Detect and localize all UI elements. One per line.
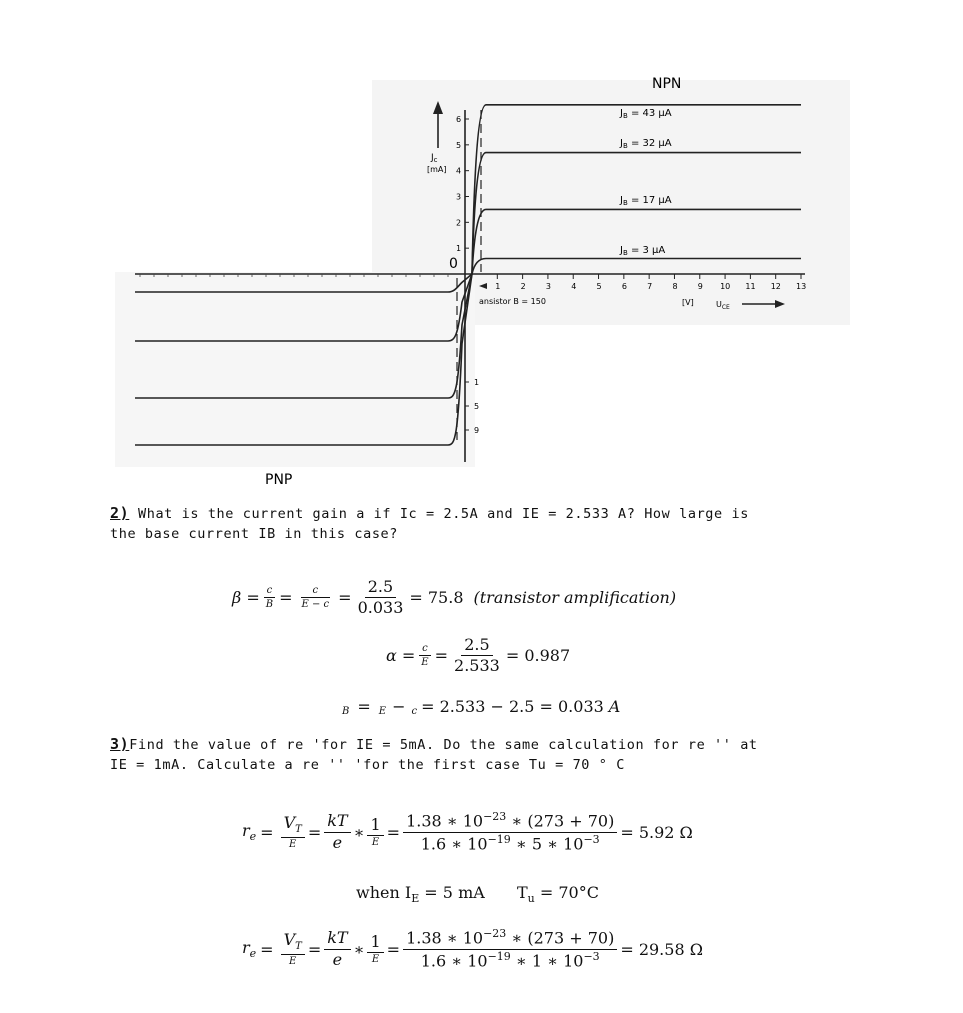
equals-sign: = xyxy=(260,822,274,842)
equals-sign: = xyxy=(260,939,274,959)
question-2-line-2: the base current IB in this case? xyxy=(110,526,399,542)
re-result-2: = 29.58 Ω xyxy=(620,939,703,959)
ib-equation xyxy=(342,697,620,716)
ib-unit: A xyxy=(608,697,621,716)
x-tick-label: 4 xyxy=(571,282,577,291)
x-tick-label: 11 xyxy=(745,282,756,291)
question-3-line-1 xyxy=(110,734,758,755)
kt-fraction: $\frac{kT}{e}$ xyxy=(324,929,350,969)
equals-sign: = xyxy=(357,697,371,716)
x-tick-label: 12 xyxy=(770,282,781,291)
x-tick-label: 8 xyxy=(672,282,678,291)
re-equation-2 xyxy=(242,928,703,970)
neg-y-tick-label: 9 xyxy=(474,426,480,435)
one-over-ie-fraction: $\frac{1}{E}$ xyxy=(367,933,383,966)
x-tick-label: 13 xyxy=(796,282,807,291)
question-3-number: 3) xyxy=(110,735,130,753)
y-axis-label: $J_c$ xyxy=(431,153,438,164)
beta-lhs: β = xyxy=(232,588,260,608)
numeric-fraction-2: $\frac{1.38 ∗ 10^{-23} ∗ (273 + 70)}{1.6 ∗ 10^{-19} ∗ 1 ∗ 10^{-3}}$ xyxy=(403,928,617,970)
beta-result: = 75.8 xyxy=(409,588,464,608)
x-tick-label: 6 xyxy=(621,282,627,291)
pnp-label: PNP xyxy=(265,472,293,488)
x-tick-label: 7 xyxy=(647,282,653,291)
multiply-sign: ∗ xyxy=(353,939,365,959)
ic-term: c xyxy=(411,706,418,717)
ib-result: = 2.533 − 2.5 = 0.033 xyxy=(421,697,604,716)
x-tick-label: 3 xyxy=(545,282,552,291)
ie-term: E xyxy=(378,706,387,717)
re-equation-1 xyxy=(242,811,693,853)
kt-fraction: $\frac{kT}{e}$ xyxy=(324,812,350,852)
minus-sign: − xyxy=(392,697,406,716)
question-2 xyxy=(110,503,749,544)
y-tick-label: 5 xyxy=(456,140,462,150)
equals-sign: = xyxy=(434,646,449,666)
neg-y-tick-label: 5 xyxy=(474,402,480,411)
origin-label: 0 xyxy=(449,256,458,272)
equals-sign: = xyxy=(279,588,293,608)
re-lhs: $r_e$ xyxy=(242,938,257,961)
re-lhs: $r_e$ xyxy=(242,821,257,844)
transistor-note: ansistor B = 150 xyxy=(479,297,546,306)
question-3 xyxy=(110,734,758,775)
question-2-line-1 xyxy=(110,503,749,524)
x-tick-label: 5 xyxy=(596,282,602,291)
one-over-ie-fraction: $\frac{1}{E}$ xyxy=(367,816,383,849)
equals-sign: = xyxy=(307,822,322,842)
re-result-1: = 5.92 Ω xyxy=(620,822,693,842)
chart-svg xyxy=(0,0,963,495)
characteristic-chart xyxy=(0,0,963,495)
y-tick-label: 1 xyxy=(456,244,462,254)
y-tick-label: 2 xyxy=(456,218,462,228)
x-tick-label: 9 xyxy=(697,282,703,291)
beta-equation xyxy=(232,578,676,618)
multiply-sign: ∗ xyxy=(353,822,365,842)
curve-label: $J_B = 17$ μA xyxy=(620,195,672,207)
ib-lhs: B xyxy=(342,706,350,717)
vt-fraction: $\frac{V_T}{E}$ xyxy=(281,814,305,850)
question-3-line-2: IE = 1mA. Calculate a re '' 'for the first case Tu = 70 ° C xyxy=(110,757,625,773)
y-tick-label: 4 xyxy=(456,166,462,176)
x-tick-label: 10 xyxy=(720,282,731,291)
x-axis-label: $U_{CE}$ xyxy=(716,300,730,311)
beta-fraction-2: $\frac{c}{E - c}$ xyxy=(301,584,330,611)
alpha-fraction-1: $\frac{c}{E}$ xyxy=(418,643,431,669)
alpha-equation xyxy=(386,636,570,676)
x-tick-label: 2 xyxy=(520,282,526,291)
vt-fraction: $\frac{V_T}{E}$ xyxy=(281,931,305,967)
y-tick-label: 3 xyxy=(456,192,462,202)
alpha-fraction-2: $\frac{2.5}{2.533}$ xyxy=(454,635,500,676)
neg-y-tick-label: 1 xyxy=(474,378,480,387)
x-tick-label: 1 xyxy=(495,282,501,291)
equals-sign: = xyxy=(386,822,401,842)
pnp-scan-background xyxy=(115,272,475,467)
curve-label: $J_B = 43$ μA xyxy=(620,108,672,120)
y-axis-unit: [mA] xyxy=(427,165,447,174)
numeric-fraction-1: $\frac{1.38 ∗ 10^{-23} ∗ (273 + 70)}{1.6 ∗ 10^{-19} ∗ 5 ∗ 10^{-3}}$ xyxy=(403,811,617,853)
x-axis-unit: [V] xyxy=(682,298,694,307)
curve-label: $J_B = 3$ μA xyxy=(620,245,666,257)
conditions-line: when $I_E = 5$ mA $T_u = 70^\circ C$ xyxy=(356,883,599,906)
equals-sign: = xyxy=(307,939,322,959)
equals-sign: = xyxy=(386,939,401,959)
alpha-lhs: α = xyxy=(386,646,416,666)
npn-label: NPN xyxy=(652,76,682,92)
question-2-number: 2) xyxy=(110,504,130,522)
curve-label: $J_B = 32$ μA xyxy=(620,138,672,150)
question-2-text: What is the current gain a if Ic = 2.5A and IE = 2.533 A? How large is xyxy=(138,506,749,522)
beta-fraction-1: $\frac{c}{B}$ xyxy=(263,585,276,611)
y-tick-label: 6 xyxy=(456,115,462,124)
beta-fraction-3: $\frac{2.5}{0.033}$ xyxy=(357,577,404,618)
question-3-text: Find the value of re 'for IE = 5mA. Do the same calculation for re '' at xyxy=(129,737,758,753)
equals-sign: = xyxy=(338,588,352,608)
alpha-result: = 0.987 xyxy=(505,646,571,666)
beta-note: (transistor amplification) xyxy=(473,588,677,608)
